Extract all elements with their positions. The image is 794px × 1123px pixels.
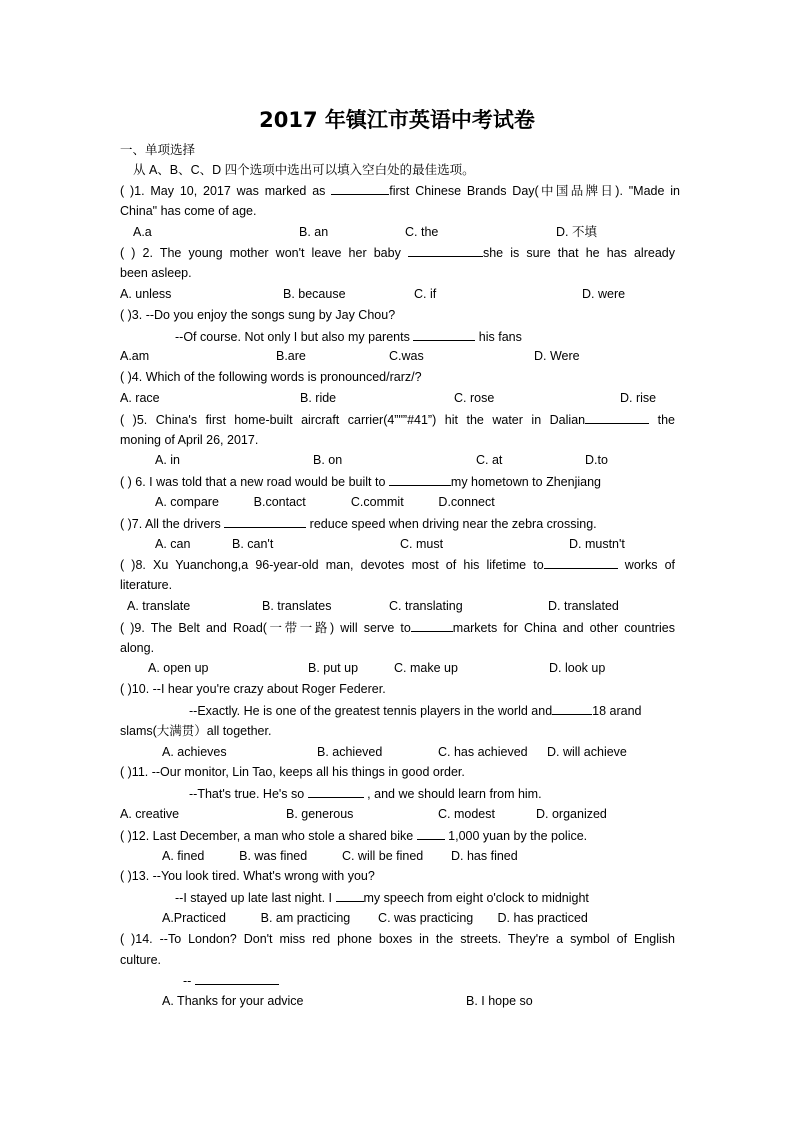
question-2: ( ) 2. The young mother won't leave her baby she is sure that he has already bbox=[120, 246, 675, 260]
option-d: D. Were bbox=[534, 349, 580, 363]
option-a: A.a bbox=[133, 225, 152, 239]
answer-blank bbox=[389, 473, 451, 486]
answer-blank bbox=[331, 182, 389, 195]
option-d: D. mustn't bbox=[569, 537, 625, 551]
option-c: C. at bbox=[476, 453, 503, 467]
question-3-line-2: --Of course. Not only I but also my parents his fans bbox=[175, 330, 522, 344]
question-6-options: A. compare B.contact C.commit D.connect bbox=[155, 495, 495, 509]
question-14: ( )14. --To London? Don't miss red phone boxes in the streets. They're a symbol of English bbox=[120, 932, 675, 946]
option-c: C. translating bbox=[389, 599, 463, 613]
question-13-options: A.Practiced B. am practicing C. was practicing D. has practiced bbox=[162, 911, 588, 925]
answer-blank bbox=[336, 889, 364, 902]
instruction: 从 A、B、C、D 四个选项中选出可以填入空白处的最佳选项。 bbox=[133, 163, 475, 177]
option-a: A. creative bbox=[120, 807, 180, 821]
option-c: C.was bbox=[389, 349, 424, 363]
question-8: ( )8. Xu Yuanchong,a 96-year-old man, devotes most of his lifetime to works of bbox=[120, 558, 676, 572]
question-5-line-2: moning of April 26, 2017. bbox=[120, 433, 259, 447]
option-a: A. can bbox=[155, 537, 191, 551]
option-d: D. translated bbox=[548, 599, 619, 613]
option-b: B. achieved bbox=[317, 745, 383, 759]
option-d: D. look up bbox=[549, 661, 606, 675]
option-c: C. rose bbox=[454, 391, 495, 405]
question-13-line-2: --I stayed up late last night. I my speech from eight o'clock to midnight bbox=[175, 891, 589, 905]
page-title: 2017 年镇江市英语中考试卷 bbox=[259, 108, 535, 132]
option-d: D. were bbox=[582, 287, 626, 301]
option-b: B. on bbox=[313, 453, 343, 467]
question-11-line-2: --That's true. He's so , and we should learn from him. bbox=[189, 787, 542, 801]
option-a: A. open up bbox=[148, 661, 209, 675]
option-d: D. will achieve bbox=[547, 745, 627, 759]
option-c: C. has achieved bbox=[438, 745, 528, 759]
option-d: D. organized bbox=[536, 807, 607, 821]
answer-blank bbox=[408, 244, 483, 257]
question-10-line-3: slams(大满贯）all together. bbox=[120, 724, 272, 738]
option-b: B. an bbox=[299, 225, 329, 239]
question-9-line-2: along. bbox=[120, 641, 155, 655]
question-6: ( ) 6. I was told that a new road would be built to my hometown to Zhenjiang bbox=[120, 475, 601, 489]
question-10: ( )10. --I hear you're crazy about Roger Federer. bbox=[120, 682, 386, 696]
option-a: A. unless bbox=[120, 287, 172, 301]
option-b: B. can't bbox=[232, 537, 274, 551]
question-3: ( )3. --Do you enjoy the songs sung by Jay Chou? bbox=[120, 308, 396, 322]
section-heading: 一、单项选择 bbox=[120, 143, 196, 157]
option-a: A. race bbox=[120, 391, 160, 405]
question-10-line-2: --Exactly. He is one of the greatest tennis players in the world and 18 arand bbox=[189, 704, 642, 718]
option-c: C. modest bbox=[438, 807, 495, 821]
option-a: A.am bbox=[120, 349, 150, 363]
option-a: A. translate bbox=[127, 599, 191, 613]
question-2-line-2: been asleep. bbox=[120, 266, 192, 280]
option-b: B. ride bbox=[300, 391, 337, 405]
option-c: C. must bbox=[400, 537, 444, 551]
option-d: D. rise bbox=[620, 391, 657, 405]
option-b: B. translates bbox=[262, 599, 332, 613]
option-b: B. because bbox=[283, 287, 346, 301]
option-a: A. in bbox=[155, 453, 181, 467]
question-9: ( )9. The Belt and Road(一带一路) will serve to markets for China and other countries bbox=[120, 621, 675, 635]
option-c: C. if bbox=[414, 287, 437, 301]
option-c: C. the bbox=[405, 225, 439, 239]
question-12-options: A. fined B. was fined C. will be fined D. has fined bbox=[162, 849, 518, 863]
option-d: D. 不填 bbox=[556, 225, 597, 239]
question-7: ( )7. All the drivers reduce speed when driving near the zebra crossing. bbox=[120, 517, 597, 531]
option-d: D.to bbox=[585, 453, 608, 467]
answer-blank bbox=[413, 328, 475, 341]
option-a: A. Thanks for your advice bbox=[162, 994, 304, 1008]
option-b: B. I hope so bbox=[466, 994, 533, 1008]
question-5: ( )5. China's first home-built aircraft carrier(4”"”#41”) hit the water in Dalian the bbox=[120, 413, 675, 427]
option-b: B.are bbox=[276, 349, 306, 363]
question-4: ( )4. Which of the following words is pronounced/rarz/? bbox=[120, 370, 422, 384]
answer-blank bbox=[585, 411, 649, 424]
question-14-line-2: culture. bbox=[120, 953, 161, 967]
answer-blank bbox=[195, 972, 279, 985]
option-b: B. put up bbox=[308, 661, 359, 675]
option-b: B. generous bbox=[286, 807, 354, 821]
option-c: C. make up bbox=[394, 661, 458, 675]
question-11: ( )11. --Our monitor, Lin Tao, keeps all his things in good order. bbox=[120, 765, 465, 779]
question-1-line-2: China" has come of age. bbox=[120, 204, 257, 218]
answer-blank bbox=[308, 785, 364, 798]
question-1: ( )1. May 10, 2017 was marked as first Chinese Brands Day(中国品牌日). "Made in bbox=[120, 184, 680, 198]
question-12: ( )12. Last December, a man who stole a shared bike 1,000 yuan by the police. bbox=[120, 829, 588, 843]
answer-blank bbox=[224, 515, 306, 528]
answer-blank bbox=[544, 556, 618, 569]
answer-blank bbox=[417, 827, 445, 840]
question-8-line-2: literature. bbox=[120, 578, 173, 592]
answer-blank bbox=[411, 619, 453, 632]
question-14-reply: -- bbox=[183, 972, 279, 989]
question-13: ( )13. --You look tired. What's wrong with you? bbox=[120, 869, 375, 883]
answer-blank bbox=[552, 702, 592, 715]
option-a: A. achieves bbox=[162, 745, 227, 759]
